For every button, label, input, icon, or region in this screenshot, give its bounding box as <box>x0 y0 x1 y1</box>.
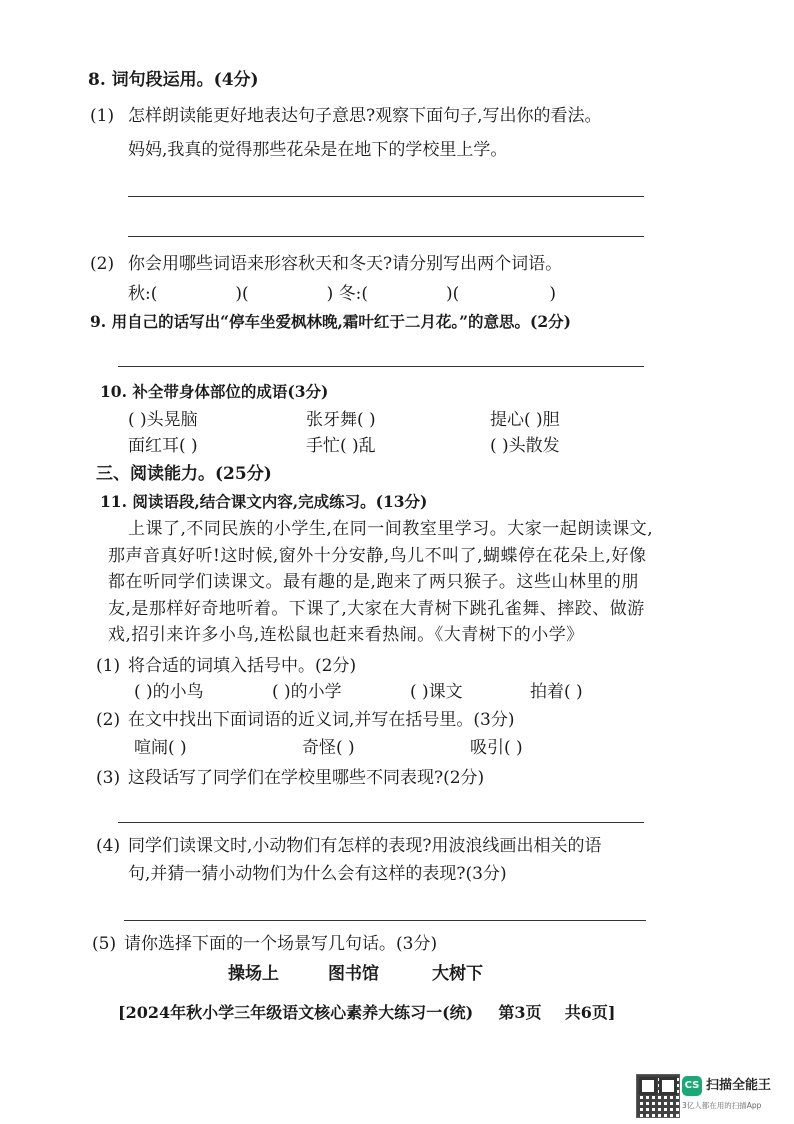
fill-item[interactable]: ( )的小鸟 <box>134 682 204 702</box>
q11-sub2-prompt: 在文中找出下面词语的近义词,并写在括号里。(3分) <box>128 710 515 730</box>
q8-part2-number: (2) <box>90 254 115 274</box>
blank[interactable] <box>157 282 235 306</box>
q8-part1-number: (1) <box>90 106 115 126</box>
q11-sub2-number: (2) <box>96 710 121 730</box>
paren-separator: )( <box>235 284 249 304</box>
scene-option: 大树下 <box>432 964 483 984</box>
watermark-tagline: 3亿人都在用的扫描App <box>682 1101 762 1110</box>
q11-sub1-prompt: 将合适的词填入括号中。(2分) <box>128 656 357 676</box>
answer-line[interactable] <box>124 920 646 921</box>
q8-part1-sentence: 妈妈,我真的觉得那些花朵是在地下的学校里上学。 <box>128 140 508 160</box>
watermark-app-name: 扫描全能王 <box>706 1078 772 1093</box>
answer-line[interactable] <box>128 236 644 237</box>
page-footer <box>118 1000 648 1023</box>
passage-text: 上课了,不同民族的小学生,在同一间教室里学习。大家一起朗读课文,那声音真好听!这时候,窗外十分安静,鸟儿不叫了,蝴蝶停在花朵上,好像都在听同学们读课文。最有趣的是,跑来了两只猴子。这些山林里的朋友,是那样好奇地听着。下课了,大家在大青树下跳孔雀舞、摔跤、做游戏,招引来许多小鸟,连松鼠也赶来看热闹。《大青树下的小学》 <box>108 519 654 646</box>
q8-part2-answer-row <box>128 282 556 306</box>
paren-close: ) <box>549 284 556 304</box>
q8-title: 8. 词句段运用。(4分) <box>88 70 259 90</box>
qr-code-icon <box>636 1074 680 1118</box>
footer-exam-name: [2024年秋小学三年级语文核心素养大练习一(统) <box>118 1003 474 1022</box>
footer-page-total: 共6页] <box>564 1003 616 1022</box>
scene-option: 操场上 <box>228 964 279 984</box>
synonym-item[interactable]: 奇怪( ) <box>302 738 355 758</box>
idiom-item[interactable]: 面红耳( ) <box>128 436 198 456</box>
q11-sub1-number: (1) <box>96 656 121 676</box>
paren-separator: )( <box>446 284 460 304</box>
q11-sub3-number: (3) <box>96 768 121 788</box>
autumn-label: 秋:( <box>128 284 158 304</box>
idiom-item[interactable]: 提心( )胆 <box>490 410 560 430</box>
blank[interactable] <box>249 282 327 306</box>
fill-item[interactable]: ( )课文 <box>410 682 463 702</box>
q11-title: 11. 阅读语段,结合课文内容,完成练习。(13分) <box>100 492 428 511</box>
blank[interactable] <box>368 282 446 306</box>
fill-item[interactable]: 拍着( ) <box>530 682 583 702</box>
reading-passage <box>108 516 656 649</box>
camscanner-logo-icon: CS <box>682 1076 702 1096</box>
scene-option: 图书馆 <box>328 964 379 984</box>
q11-sub4-prompt: 同学们读课文时,小动物们有怎样的表现?用波浪线画出相关的语 <box>128 836 602 856</box>
winter-label: ) 冬:( <box>326 284 369 304</box>
idiom-item[interactable]: ( )头晃脑 <box>128 410 198 430</box>
idiom-item[interactable]: ( )头散发 <box>490 436 560 456</box>
q8-part1-prompt: 怎样朗读能更好地表达句子意思?观察下面句子,写出你的看法。 <box>128 106 602 126</box>
q8-part2-prompt: 你会用哪些词语来形容秋天和冬天?请分别写出两个词语。 <box>128 254 563 274</box>
answer-line[interactable] <box>128 196 644 197</box>
fill-item[interactable]: ( )的小学 <box>272 682 342 702</box>
footer-page-number: 第3页 <box>498 1003 542 1022</box>
section-title: 三、阅读能力。(25分) <box>96 464 272 484</box>
q11-sub4-number: (4) <box>96 836 121 856</box>
answer-line[interactable] <box>118 822 644 823</box>
q11-sub5-number: (5) <box>92 934 117 954</box>
answer-line[interactable] <box>118 366 644 367</box>
blank[interactable] <box>459 282 549 306</box>
synonym-item[interactable]: 喧闹( ) <box>134 738 187 758</box>
synonym-item[interactable]: 吸引( ) <box>470 738 523 758</box>
idiom-item[interactable]: 手忙( )乱 <box>306 436 376 456</box>
q11-sub4-prompt-cont: 句,并猜一猜小动物们为什么会有这样的表现?(3分) <box>128 864 507 884</box>
q11-sub5-prompt: 请你选择下面的一个场景写几句话。(3分) <box>124 934 438 954</box>
idiom-item[interactable]: 张牙舞( ) <box>306 410 376 430</box>
q10-title: 10. 补全带身体部位的成语(3分) <box>100 382 329 401</box>
q11-sub3-prompt: 这段话写了同学们在学校里哪些不同表现?(2分) <box>128 768 485 788</box>
q9-title: 9. 用自己的话写出“停车坐爱枫林晚,霜叶红于二月花。”的意思。(2分) <box>90 312 572 331</box>
